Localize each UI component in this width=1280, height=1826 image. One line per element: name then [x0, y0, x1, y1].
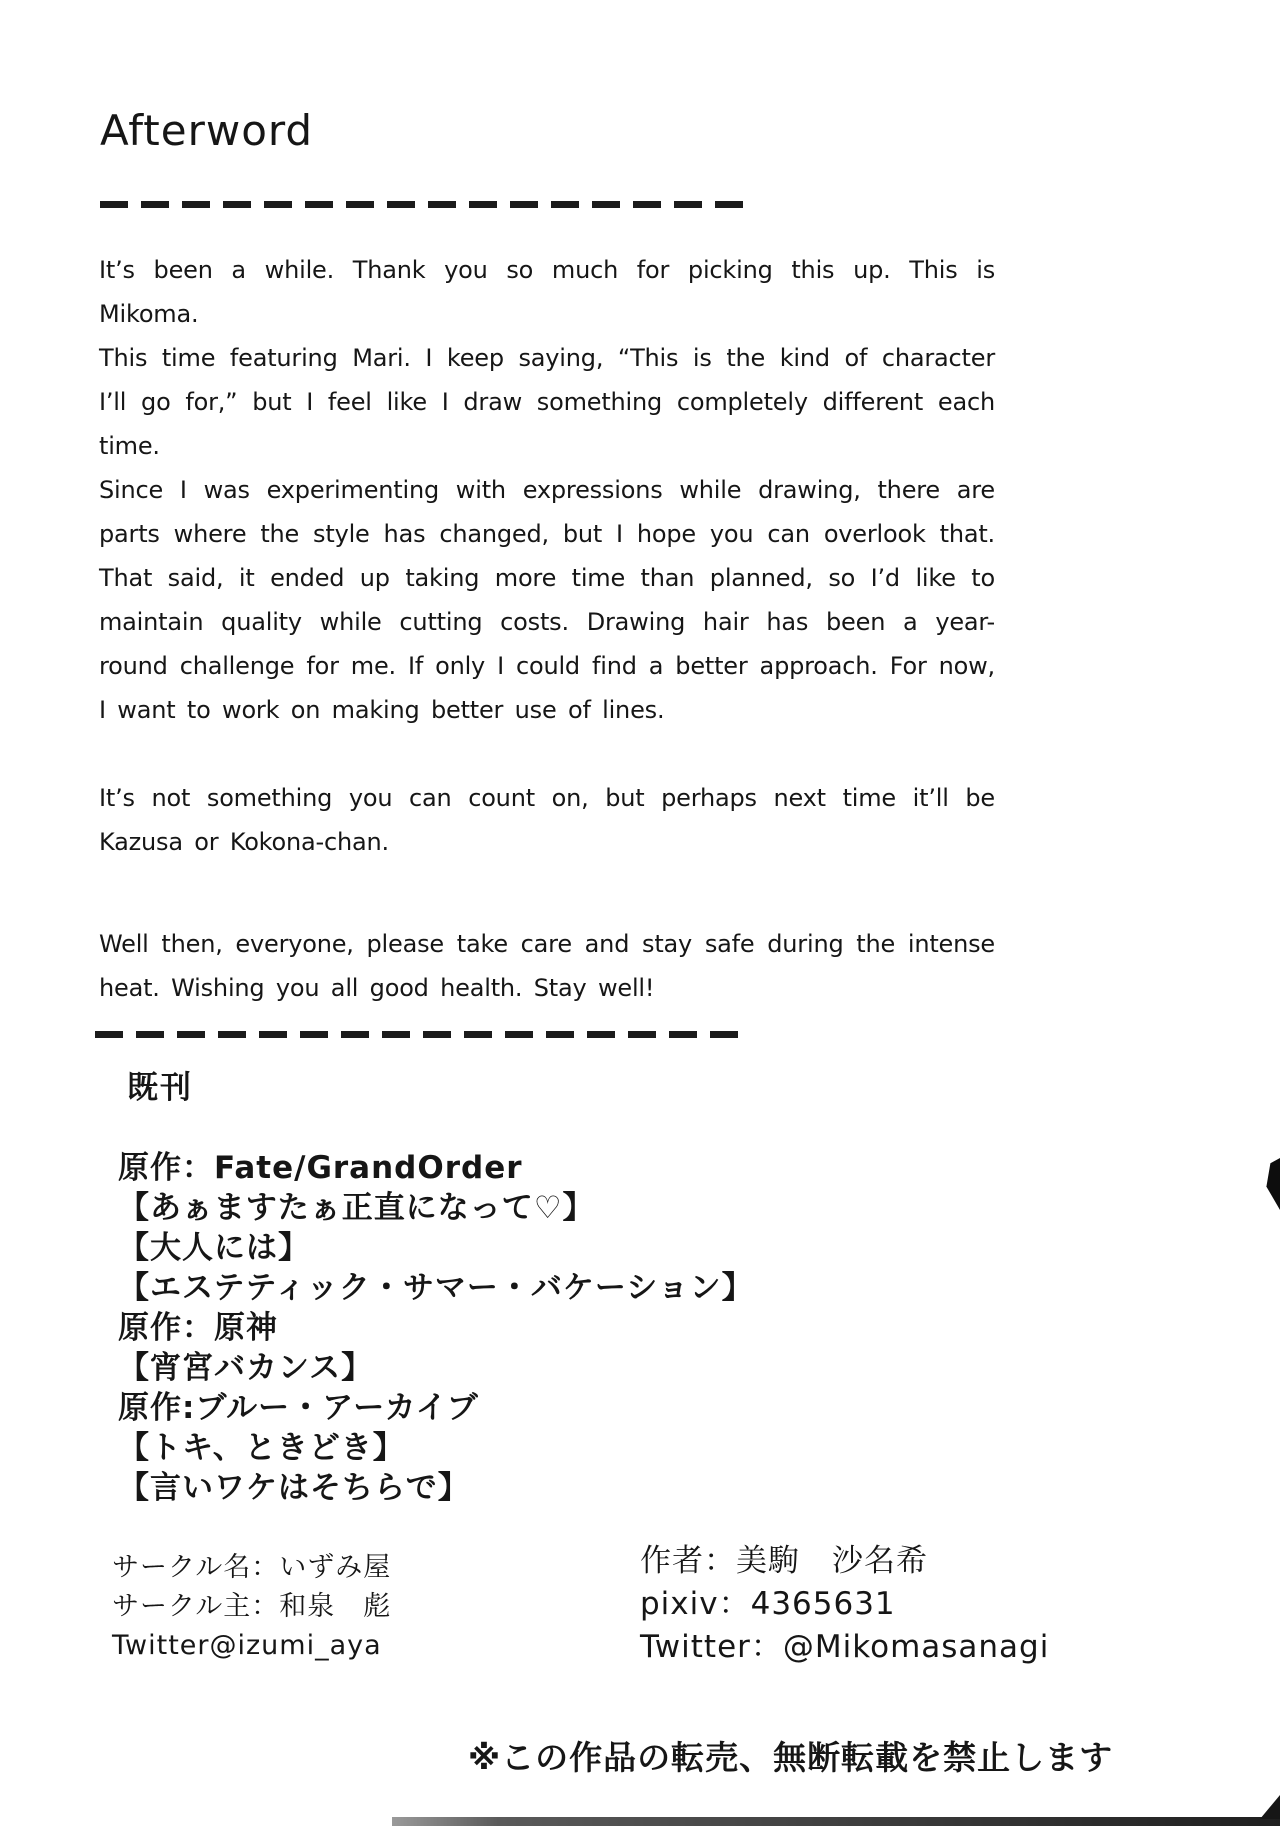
work-item-title-4: 【宵宮バカンス】	[118, 1350, 374, 1386]
work-item-title-3: 【エステティック・サマー・バケーション】	[118, 1270, 754, 1306]
circle-twitter-line: Twitter@izumi_aya	[112, 1630, 382, 1661]
afterword-paragraph-5: Well then, everyone, please take care and stay safe during the intense heat. Wishing you all good health. Stay well!	[99, 930, 995, 1002]
afterword-paragraph-3: Since I was experimenting with expressions while drawing, there are parts where the style has changed, but I hope you can overlook that. That said, it ended up taking more time than planned, so I’d like to maintain quality while cutting costs. Drawing hair has been a year-round challenge for me. If only I could find a better approach. For now, I want to work on making better use of lines.	[99, 476, 995, 724]
page-title: Afterword	[100, 106, 314, 155]
work-item-source-genshin: 原作：原神	[118, 1310, 278, 1346]
work-item-title-6: 【言いワケはそちらで】	[118, 1470, 470, 1506]
scan-artifact-bottom-corner	[1260, 1795, 1280, 1819]
work-item-source-fgo: 原作：Fate/GrandOrder	[118, 1150, 523, 1186]
circle-owner-line: サークル主：和泉 彪	[112, 1591, 392, 1622]
afterword-paragraph-2: This time featuring Mari. I keep saying, “This is the kind of character I’ll go for,” but I feel like I draw something completely different each time.	[99, 344, 995, 460]
scan-artifact-right-edge	[1264, 1158, 1280, 1210]
afterword-paragraph-1: It’s been a while. Thank you so much for picking this up. This is Mikoma.	[99, 256, 995, 328]
dashed-divider-top	[100, 201, 746, 208]
work-item-title-5: 【トキ、ときどき】	[118, 1430, 405, 1466]
circle-name-line: サークル名：いずみ屋	[112, 1552, 392, 1583]
previous-works-list	[118, 1148, 754, 1508]
author-pixiv-line: pixiv：4365631	[640, 1586, 896, 1622]
scan-artifact-bottom-strip	[392, 1817, 1280, 1826]
circle-info	[112, 1548, 391, 1665]
no-resale-notice: ※この作品の転売、無断転載を禁止します	[468, 1738, 1114, 1777]
dashed-divider-bottom	[95, 1031, 745, 1038]
work-item-title-2: 【大人には】	[118, 1230, 310, 1266]
author-twitter-line: Twitter：@Mikomasanagi	[640, 1629, 1050, 1665]
afterword-paragraph-4: It’s not something you can count on, but perhaps next time it’ll be Kazusa or Kokona-chan.	[99, 784, 995, 856]
previous-works-heading: 既刊	[127, 1070, 193, 1106]
author-name-line: 作者：美駒 沙名希	[640, 1543, 928, 1579]
author-info	[640, 1540, 1049, 1669]
work-item-title-1: 【あぁますたぁ正直になって♡】	[118, 1190, 595, 1226]
work-item-source-bluearchive: 原作:ブルー・アーカイブ	[118, 1390, 479, 1426]
